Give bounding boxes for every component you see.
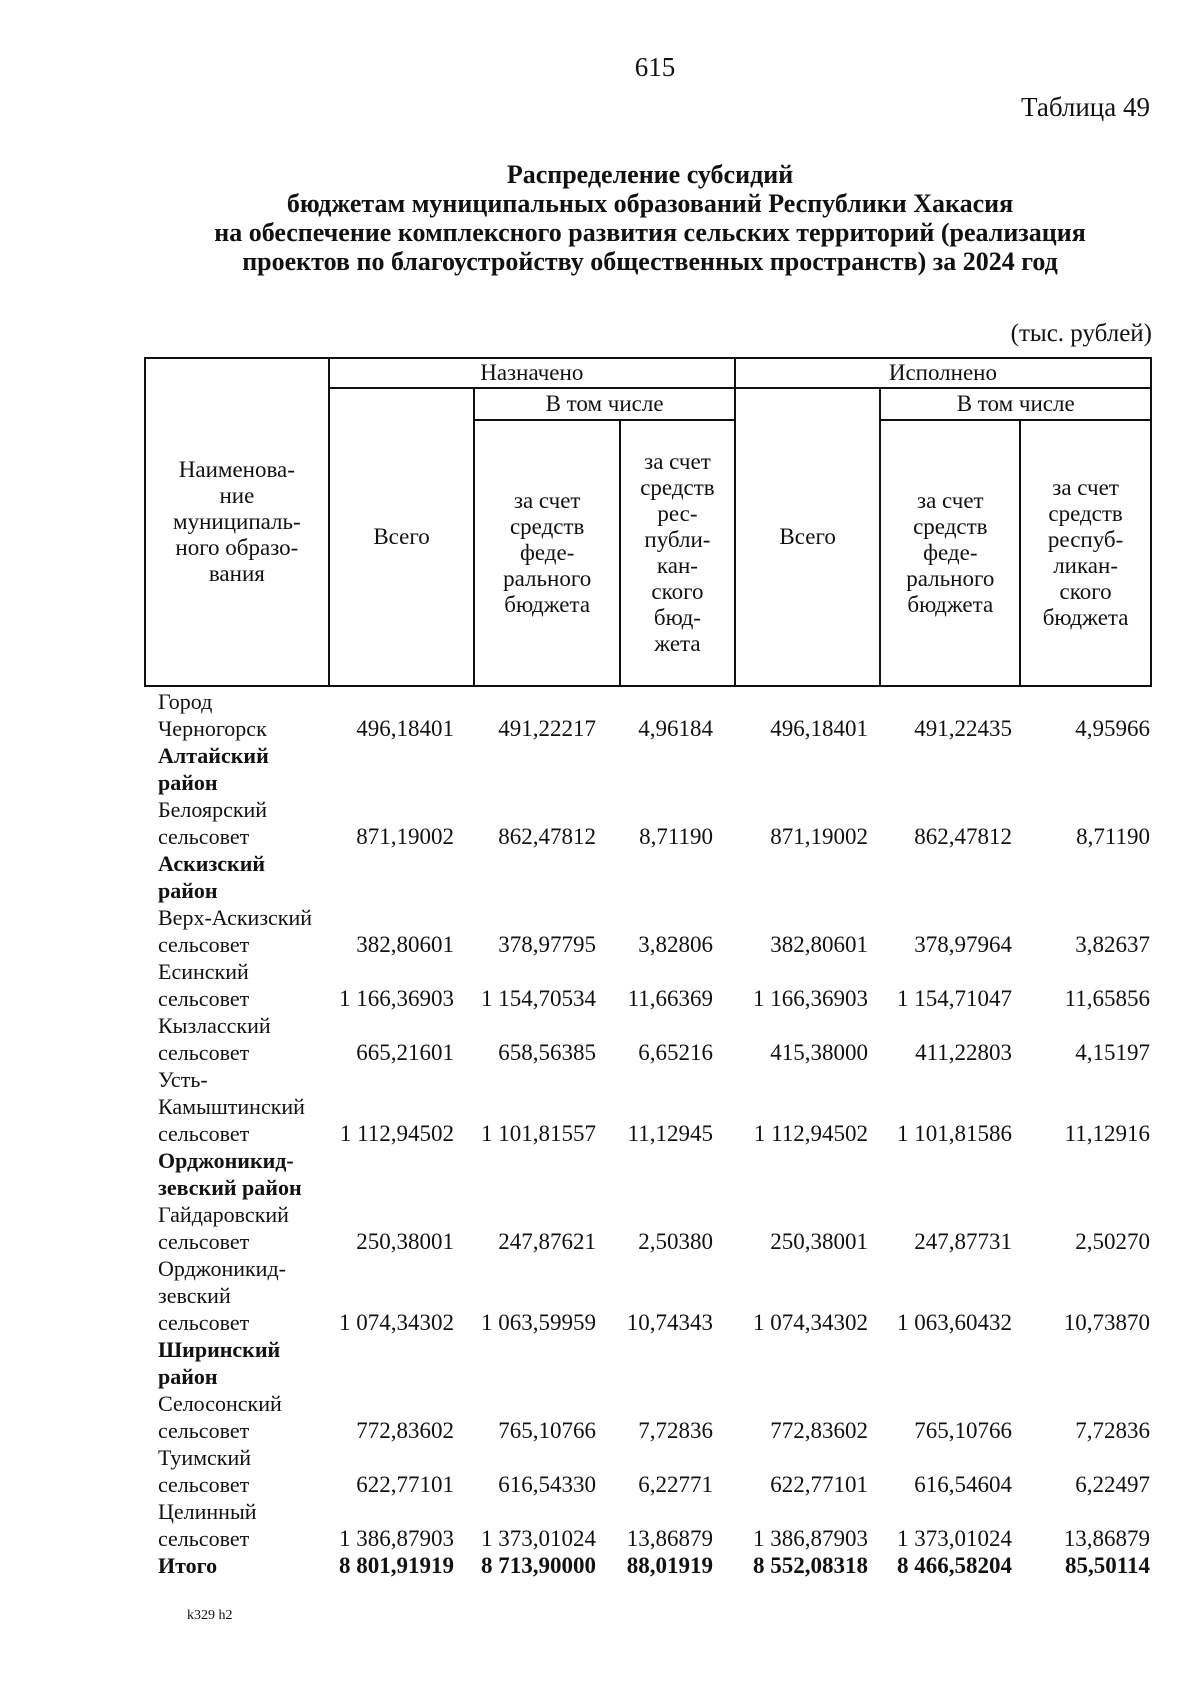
cell-executed-republic: 4,15197 bbox=[1075, 1040, 1150, 1065]
row-name: Туимский сельсовет bbox=[158, 1445, 252, 1497]
cell-assigned-total: 1 112,94502 bbox=[339, 1121, 454, 1146]
cell-executed-federal: 247,87731 bbox=[914, 1229, 1012, 1254]
cell-assigned-federal: 862,47812 bbox=[498, 824, 596, 849]
section-name: Аскизский район bbox=[158, 851, 266, 903]
table-row bbox=[144, 1390, 1154, 1444]
table-row bbox=[144, 1012, 1154, 1066]
table-row bbox=[144, 688, 1154, 742]
row-name: Гайдаровский сельсовет bbox=[158, 1202, 289, 1254]
cell-assigned-total: 382,80601 bbox=[356, 932, 454, 957]
section-row bbox=[144, 1336, 1154, 1390]
cell-executed-republic: 8,71190 bbox=[1076, 824, 1150, 849]
cell-assigned-federal: 765,10766 bbox=[498, 1418, 596, 1443]
cell-assigned-republic: 6,65216 bbox=[638, 1040, 713, 1065]
page-number: 615 bbox=[634, 52, 676, 82]
cell-executed-republic: 13,86879 bbox=[1063, 1526, 1150, 1551]
cell-executed-total: 871,19002 bbox=[770, 824, 868, 849]
cell-executed-federal: 1 101,81586 bbox=[897, 1121, 1012, 1146]
cell-executed-federal: 1 154,71047 bbox=[897, 986, 1012, 1011]
cell-executed-republic: 10,73870 bbox=[1063, 1310, 1150, 1335]
section-row bbox=[144, 1147, 1154, 1201]
header-executed: Исполнено bbox=[735, 358, 1151, 388]
cell-executed-total: 496,18401 bbox=[770, 716, 868, 741]
total-row bbox=[144, 1552, 1154, 1579]
table-row bbox=[144, 1255, 1154, 1336]
cell-executed-total: 415,38000 bbox=[770, 1040, 868, 1065]
cell-assigned-total: 1 074,34302 bbox=[339, 1310, 454, 1335]
table-row bbox=[144, 1201, 1154, 1255]
cell-assigned-republic: 6,22771 bbox=[638, 1472, 713, 1497]
section-row bbox=[144, 850, 1154, 904]
cell-assigned-federal: 1 154,70534 bbox=[481, 986, 596, 1011]
cell-assigned-total: 665,21601 bbox=[356, 1040, 454, 1065]
cell-executed-federal: 1 373,01024 bbox=[897, 1526, 1012, 1551]
title-line: проектов по благоустройству общественных пространств) за 2024 год bbox=[242, 247, 1058, 276]
row-name: Орджоникид- зевский сельсовет bbox=[158, 1256, 286, 1335]
cell-executed-federal: 862,47812 bbox=[914, 824, 1012, 849]
header-assigned-federal: за счет средств феде- рального бюджета bbox=[474, 420, 620, 686]
cell-assigned-total: 622,77101 bbox=[356, 1472, 454, 1497]
cell-executed-federal: 411,22803 bbox=[915, 1040, 1012, 1065]
row-name: Белоярский сельсовет bbox=[158, 797, 268, 849]
cell-assigned-total: 871,19002 bbox=[356, 824, 454, 849]
table-body bbox=[144, 688, 1154, 1579]
cell-assigned-total: 1 166,36903 bbox=[339, 986, 454, 1011]
table-label: Таблица 49 bbox=[1021, 92, 1150, 122]
cell-executed-republic: 4,95966 bbox=[1075, 716, 1150, 741]
cell-executed-federal: 378,97964 bbox=[914, 932, 1012, 957]
row-name: Селосонский сельсовет bbox=[158, 1391, 282, 1443]
footer-code: k329 h2 bbox=[187, 1608, 233, 1623]
header-executed-total: Всего bbox=[735, 388, 881, 686]
cell-assigned-federal: 658,56385 bbox=[498, 1040, 596, 1065]
document-title bbox=[120, 160, 1180, 276]
cell-assigned-total: 250,38001 bbox=[356, 1229, 454, 1254]
row-name: Верх-Аскизский сельсовет bbox=[158, 905, 313, 957]
cell-assigned-total: 772,83602 bbox=[356, 1418, 454, 1443]
cell-assigned-federal: 247,87621 bbox=[498, 1229, 596, 1254]
cell-executed-republic: 7,72836 bbox=[1075, 1418, 1150, 1443]
cell-assigned-republic: 7,72836 bbox=[638, 1418, 713, 1443]
cell-assigned-republic: 10,74343 bbox=[626, 1310, 713, 1335]
table-row bbox=[144, 958, 1154, 1012]
cell-executed-total: 1 386,87903 bbox=[753, 1526, 868, 1551]
cell-executed-total: 1 074,34302 bbox=[753, 1310, 868, 1335]
total-assigned-total: 8 801,91919 bbox=[339, 1553, 454, 1578]
cell-assigned-federal: 378,97795 bbox=[498, 932, 596, 957]
cell-executed-republic: 6,22497 bbox=[1075, 1472, 1150, 1497]
units-label: (тыс. рублей) bbox=[1010, 320, 1152, 347]
cell-assigned-republic: 13,86879 bbox=[626, 1526, 713, 1551]
table-row bbox=[144, 1498, 1154, 1552]
cell-assigned-total: 496,18401 bbox=[356, 716, 454, 741]
cell-executed-republic: 11,65856 bbox=[1064, 986, 1150, 1011]
section-name: Орджоникид- зевский район bbox=[158, 1148, 302, 1200]
total-assigned-republic: 88,01919 bbox=[626, 1553, 713, 1578]
row-name: Город Черногорск bbox=[158, 689, 267, 741]
cell-assigned-republic: 11,12945 bbox=[627, 1121, 713, 1146]
cell-executed-republic: 2,50270 bbox=[1075, 1229, 1150, 1254]
cell-assigned-republic: 8,71190 bbox=[639, 824, 713, 849]
table-row bbox=[144, 796, 1154, 850]
cell-executed-total: 382,80601 bbox=[770, 932, 868, 957]
cell-executed-federal: 491,22435 bbox=[914, 716, 1012, 741]
cell-executed-total: 772,83602 bbox=[770, 1418, 868, 1443]
cell-assigned-republic: 2,50380 bbox=[638, 1229, 713, 1254]
cell-executed-federal: 765,10766 bbox=[914, 1418, 1012, 1443]
header-executed-republic: за счет средств респуб- ликан- ского бюджета bbox=[1020, 420, 1151, 686]
cell-executed-republic: 3,82637 bbox=[1075, 932, 1150, 957]
total-executed-total: 8 552,08318 bbox=[753, 1553, 868, 1578]
table-row bbox=[144, 1066, 1154, 1147]
header-assigned-republic: за счет средств рес- публи- кан- ского бюд- жета bbox=[620, 420, 735, 686]
cell-assigned-republic: 3,82806 bbox=[638, 932, 713, 957]
cell-assigned-total: 1 386,87903 bbox=[339, 1526, 454, 1551]
cell-assigned-federal: 1 373,01024 bbox=[481, 1526, 596, 1551]
cell-assigned-republic: 4,96184 bbox=[638, 716, 713, 741]
cell-assigned-federal: 1 101,81557 bbox=[481, 1121, 596, 1146]
row-name: Усть- Камыштинский сельсовет bbox=[158, 1067, 305, 1146]
title-line: бюджетам муниципальных образований Республики Хакасия bbox=[286, 189, 1014, 218]
total-executed-republic: 85,50114 bbox=[1065, 1553, 1150, 1578]
table-header bbox=[144, 357, 1152, 687]
title-line: Распределение субсидий bbox=[506, 160, 794, 189]
row-name: Кызласский сельсовет bbox=[158, 1013, 271, 1065]
title-line: на обеспечение комплексного развития сельских территорий (реализация bbox=[214, 218, 1086, 247]
total-assigned-federal: 8 713,90000 bbox=[481, 1553, 596, 1578]
row-name: Есинский сельсовет bbox=[158, 959, 250, 1011]
table-row bbox=[144, 904, 1154, 958]
cell-assigned-federal: 1 063,59959 bbox=[481, 1310, 596, 1335]
cell-assigned-republic: 11,66369 bbox=[627, 986, 713, 1011]
header-assigned-total: Всего bbox=[329, 388, 475, 686]
header-executed-federal: за счет средств феде- рального бюджета bbox=[880, 420, 1020, 686]
cell-executed-federal: 616,54604 bbox=[914, 1472, 1012, 1497]
header-assigned-including: В том числе bbox=[474, 388, 735, 420]
cell-executed-republic: 11,12916 bbox=[1064, 1121, 1150, 1146]
header-executed-including: В том числе bbox=[880, 388, 1151, 420]
cell-executed-total: 622,77101 bbox=[770, 1472, 868, 1497]
section-name: Ширинский район bbox=[158, 1337, 281, 1389]
section-name: Алтайский район bbox=[158, 743, 269, 795]
header-name: Наименова- ние муниципаль- ного образо- вания bbox=[145, 358, 329, 686]
total-label: Итого bbox=[158, 1553, 218, 1578]
cell-executed-total: 1 112,94502 bbox=[753, 1121, 868, 1146]
cell-executed-total: 1 166,36903 bbox=[753, 986, 868, 1011]
cell-executed-federal: 1 063,60432 bbox=[897, 1310, 1012, 1335]
header-assigned: Назначено bbox=[329, 358, 735, 388]
cell-assigned-federal: 616,54330 bbox=[498, 1472, 596, 1497]
cell-executed-total: 250,38001 bbox=[770, 1229, 868, 1254]
cell-assigned-federal: 491,22217 bbox=[498, 716, 596, 741]
row-name: Целинный сельсовет bbox=[158, 1499, 257, 1551]
table-row bbox=[144, 1444, 1154, 1498]
total-executed-federal: 8 466,58204 bbox=[897, 1553, 1012, 1578]
section-row bbox=[144, 742, 1154, 796]
